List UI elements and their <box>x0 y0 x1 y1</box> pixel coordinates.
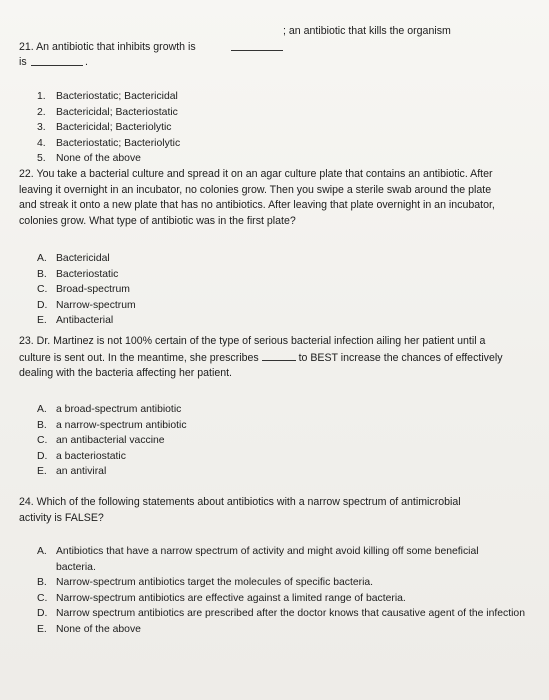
question-21-stem-part-c: is <box>19 56 27 68</box>
option-22-d[interactable]: D. Narrow-spectrum <box>37 299 136 311</box>
option-21-4[interactable]: 4. Bacteriostatic; Bacteriolytic <box>37 137 181 149</box>
option-21-2[interactable]: 2. Bactericidal; Bacteriostatic <box>37 106 178 118</box>
option-24-a[interactable]: A. Antibiotics that have a narrow spectrum of activity and might avoid killing off some beneficial bacteria. <box>37 546 479 573</box>
option-22-b[interactable]: B. Bacteriostatic <box>37 268 119 280</box>
question-21-stem <box>19 22 537 68</box>
question-24-options <box>37 544 532 638</box>
option-22-a[interactable]: A. Bactericidal <box>37 253 110 264</box>
option-24-e[interactable]: E. None of the above <box>37 623 141 635</box>
option-21-5[interactable]: 5. None of the above <box>37 153 141 165</box>
question-21-stem-part-a: 21. An antibiotic that inhibits growth is <box>19 41 196 53</box>
question-21 <box>19 22 537 68</box>
option-24-c[interactable]: C. Narrow-spectrum antibiotics are effective against a limited range of bacteria. <box>37 592 406 604</box>
option-23-b[interactable]: B. a narrow-spectrum antibiotic <box>37 419 187 431</box>
question-23-options <box>37 402 187 480</box>
option-24-d[interactable]: D. Narrow spectrum antibiotics are prescribed after the doctor knows that causative agent of the infection <box>37 608 525 620</box>
question-21-blank-1 <box>231 40 283 51</box>
option-22-c[interactable]: C. Broad-spectrum <box>37 284 130 296</box>
option-23-e[interactable]: E. an antiviral <box>37 466 107 478</box>
option-23-d[interactable]: D. a bacteriostatic <box>37 450 126 462</box>
question-21-blank-2 <box>31 55 83 66</box>
option-23-a[interactable]: A. a broad-spectrum antibiotic <box>37 404 182 415</box>
option-24-b[interactable]: B. Narrow-spectrum antibiotics target the molecules of specific bacteria. <box>37 577 374 589</box>
option-22-e[interactable]: E. Antibacterial <box>37 315 114 327</box>
question-21-stem-part-b: ; an antibiotic that kills the organism <box>283 25 451 37</box>
option-21-1[interactable]: 1. Bacteriostatic; Bactericidal <box>37 91 178 102</box>
question-23-stem-part-b: to BEST increase the chances of effectively dealing with the bacteria affecting her patient. <box>19 351 503 379</box>
question-23-stem-part-a: 23. Dr. Martinez is not 100% certain of the type of serious bacterial infection ailing her patient until a culture is sent out. In the meantime, she prescribes <box>19 335 486 364</box>
question-22-options <box>37 251 136 329</box>
question-22-stem: 22. You take a bacterial culture and spread it on an agar culture plate that contains an antibiotic. After leaving it overnight in an incubator, no colonies grow. Then you swipe a sterile swab around the plate and streak it onto a new plate that has no antibiotics. After leaving that plate overnight in an incubator, colonies grow. What type of antibiotic was in the first plate? <box>19 168 495 227</box>
question-21-options <box>37 89 180 167</box>
question-23-stem <box>19 334 509 382</box>
question-24-stem: 24. Which of the following statements about antibiotics with a narrow spectrum of antimicrobial activity is FALSE? <box>19 496 461 524</box>
option-21-3[interactable]: 3. Bactericidal; Bacteriolytic <box>37 122 172 134</box>
question-21-stem-part-d: . <box>85 56 88 68</box>
option-23-c[interactable]: C. an antibacterial vaccine <box>37 435 165 447</box>
question-23-blank <box>262 350 296 361</box>
